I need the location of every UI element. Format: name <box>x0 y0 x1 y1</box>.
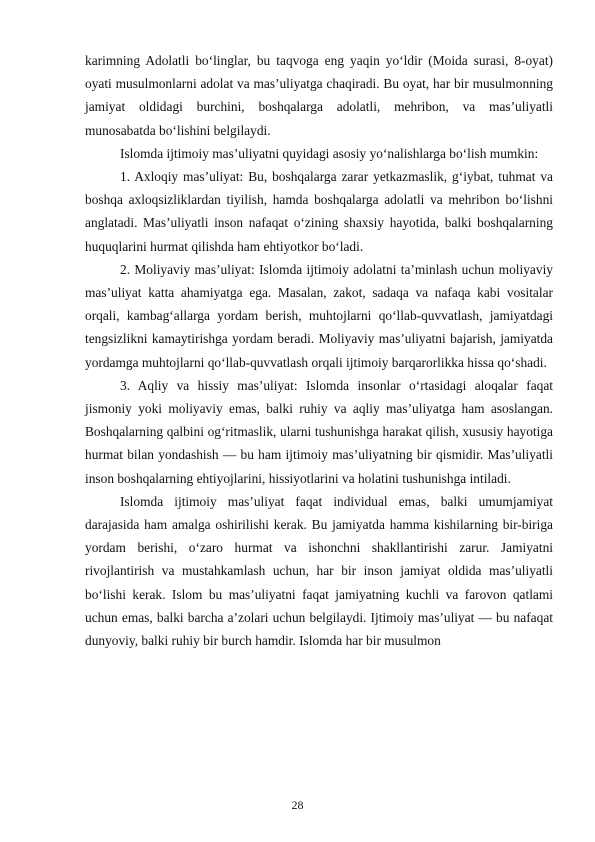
paragraph-intro: Islomda ijtimoiy mas’uliyatni quyidagi asosiy yo‘nalishlarga bo‘lish mumkin: <box>120 145 539 161</box>
paragraph-mental-emotional-responsibility: 3. Aqliy va hissiy mas’uliyat: Islomda insonlar o‘rtasidagi aloqalar faqat jismoniy yoki moliyaviy emas, balki ruhiy va aqliy mas’uliyatga ham asoslangan. Boshqalarning qalbini og‘ritmaslik, ularni tushunishga harakat qilish, xususiy hayotiga hurmat bilan yondashish — bu ham ijtimoiy mas’uliyatning bir qismidir. Mas’uliyatli inson boshqalarning ehtiyojlarini, hissiyotlarini va holatini tushunishga intiladi. <box>85 377 553 486</box>
page-number: 28 <box>291 798 304 812</box>
paragraph-society-responsibility: Islomda ijtimoiy mas’uliyat faqat individual emas, balki umumjamiyat darajasida ham amalga oshirilishi kerak. Bu jamiyatda hamma kishilarning bir-biriga yordam berishi, o‘zaro hurmat va ishonchni shakllantirishi zarur. Jamiyatni rivojlantirish va mustahkamlash uchun, har bir inson jamiyat oldida mas’uliyatli bo‘lishi kerak. Islom bu mas’uliyatni faqat jamiyatning kuchli va farovon qatlami uchun emas, balki barcha a’zolari uchun belgilaydi. Ijtimoiy mas’uliyat — bu nafaqat dunyoviy, balki ruhiy bir burch hamdir. Islomda har bir musulmon <box>85 493 553 649</box>
page-body <box>85 49 553 652</box>
paragraph-continuation: karimning Adolatli bo‘linglar, bu taqvoga eng yaqin yo‘ldir (Moida surasi, 8-oyat) oyati musulmonlarni adolat va mas’uliyatga chaqiradi. Bu oyat, har bir musulmonning jamiyat oldidagi burchini, boshqalarga adolatli, mehribon, va mas’uliyatli munosabatda bo‘lishini belgilaydi. <box>85 53 553 138</box>
paragraph-moral-responsibility: 1. Axloqiy mas’uliyat: Bu, boshqalarga zarar yetkazmaslik, g‘iybat, tuhmat va boshqa axloqsizliklardan tiyilish, hamda boshqalarga adolatli va mehribon bo‘lishni anglatadi. Mas’uliyatli inson nafaqat o‘zining shaxsiy hayotida, balki boshqalarning huquqlarini hurmat qilishda ham ehtiyotkor bo‘ladi. <box>85 169 553 254</box>
paragraph-financial-responsibility: 2. Moliyaviy mas’uliyat: Islomda ijtimoiy adolatni ta’minlash uchun moliyaviy mas’uliyat katta ahamiyatga ega. Masalan, zakot, sadaqa va nafaqa kabi vositalar orqali, kambag‘allarga yordam berish, muhtojlarni qo‘llab-quvvatlash, jamiyatdagi tengsizlikni kamaytirishga yordam beradi. Moliyaviy mas’uliyatni bajarish, jamiyatda yordamga muhtojlarni qo‘llab-quvvatlash orqali ijtimoiy barqarorlikka hissa qo‘shadi. <box>85 261 553 370</box>
